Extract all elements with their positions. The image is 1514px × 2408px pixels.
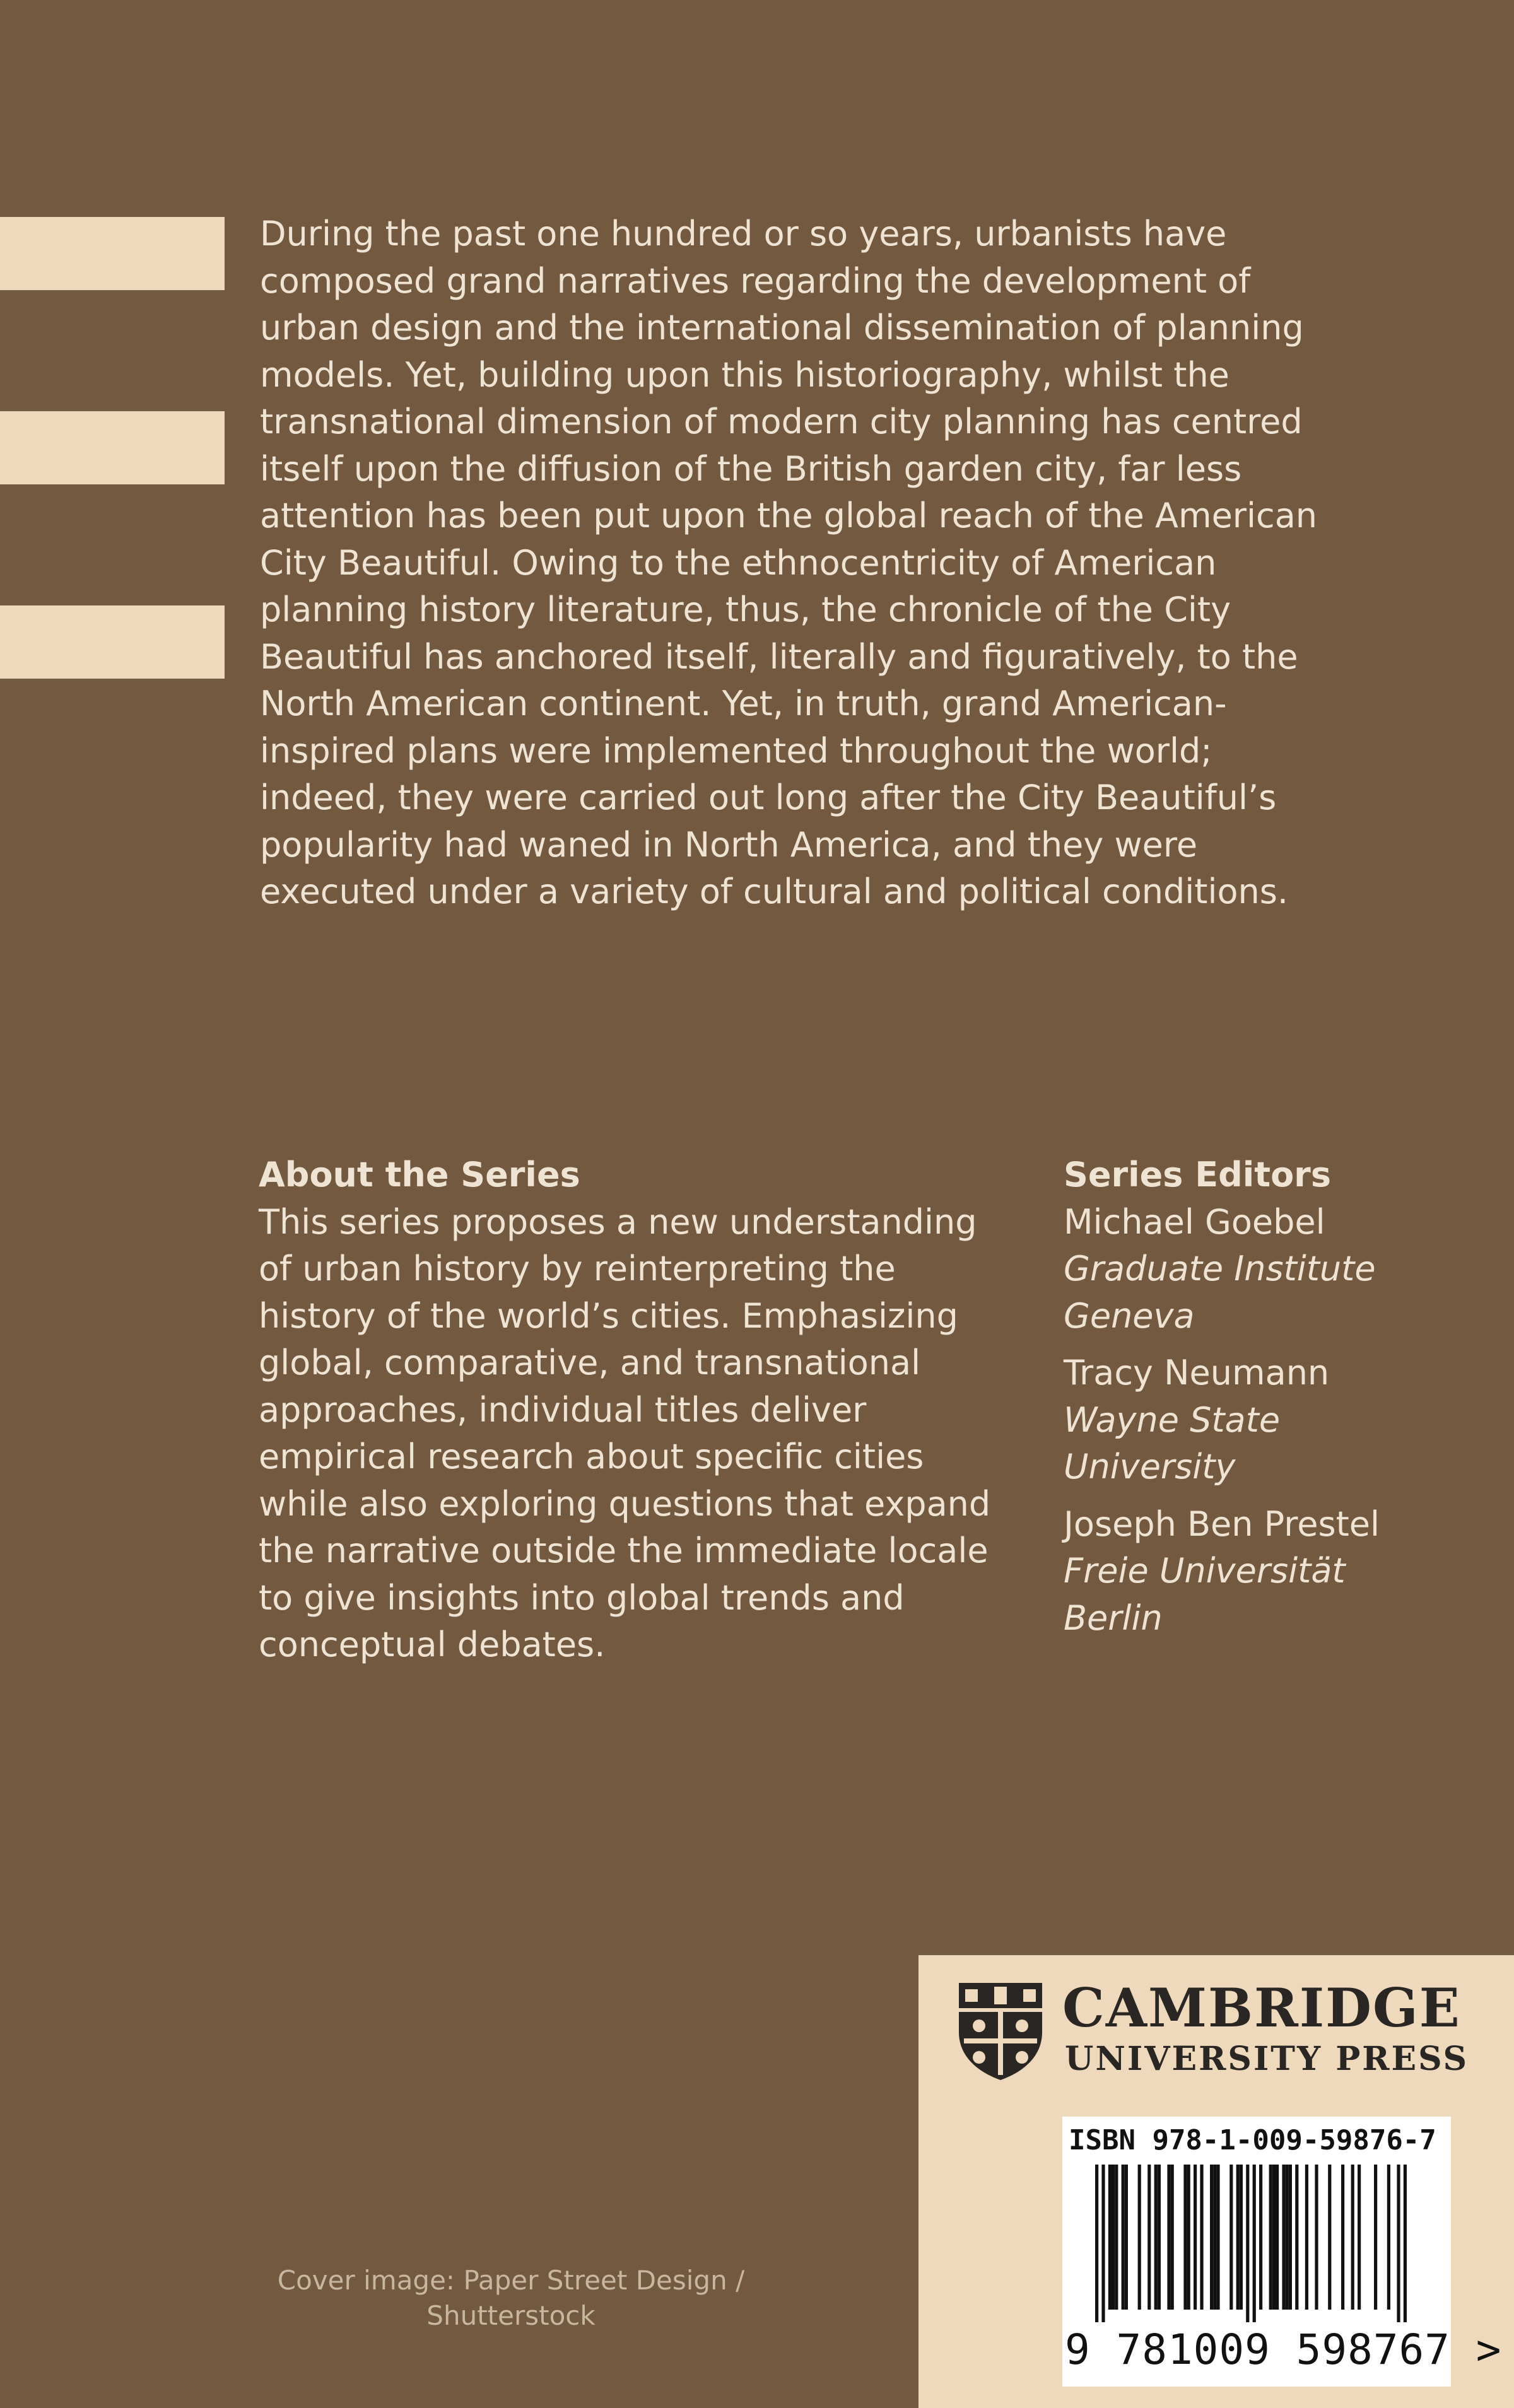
blurb-line: North American continent. Yet, in truth, grand American- (260, 684, 1227, 723)
editor-affiliation-line: Wayne State (1064, 1400, 1281, 1440)
barcode-bar (1404, 2165, 1407, 2322)
barcode-bar (1229, 2165, 1233, 2310)
barcode-bar (1328, 2165, 1331, 2310)
barcode-bar (1101, 2165, 1105, 2322)
barcode-bar (1269, 2165, 1272, 2310)
about-series-line: to give insights into global trends and (259, 1577, 905, 1618)
barcode-bar (1305, 2165, 1308, 2310)
isbn-barcode (1062, 2117, 1502, 2387)
barcode-digits: 9 781009 598767 > (1065, 2325, 1502, 2374)
blurb-line: Beautiful has anchored itself, literally and figuratively, to the (260, 636, 1298, 677)
blurb-line: indeed, they were carried out long after the City Beautiful’s (260, 778, 1277, 817)
blurb-line: popularity had waned in North America, and they were (260, 824, 1198, 865)
barcode-bar (1115, 2165, 1118, 2310)
blurb-line: composed grand narratives regarding the development of (260, 260, 1251, 301)
blurb-line: transnational dimension of modern city planning has centred (260, 402, 1303, 441)
editor-entry (1064, 1501, 1417, 1642)
publisher-name: CAMBRIDGE (1062, 1977, 1461, 2039)
editor-affiliation-line: Graduate Institute (1064, 1249, 1376, 1289)
about-series-heading: About the Series (259, 1155, 580, 1195)
barcode-bar (1397, 2165, 1400, 2322)
barcode-bar (1112, 2165, 1115, 2310)
barcode-bar (1276, 2165, 1279, 2310)
blurb-line: inspired plans were implemented throughout the world; (260, 730, 1212, 771)
barcode-bar (1213, 2165, 1216, 2310)
about-series-line: This series proposes a new understanding (259, 1201, 977, 1242)
barcode-bar (1351, 2165, 1354, 2310)
barcode-bar (1095, 2165, 1098, 2322)
barcode-bar (1200, 2165, 1203, 2310)
barcode-bar (1358, 2165, 1361, 2310)
barcode-bar (1183, 2165, 1187, 2310)
about-series-line: of urban history by reinterpreting the (259, 1249, 896, 1289)
editor-affiliation-line: University (1064, 1447, 1236, 1487)
barcode-bar (1125, 2165, 1128, 2310)
editor-entry (1064, 1350, 1417, 1491)
decor-stripe-1 (0, 217, 225, 290)
barcode-bar (1289, 2165, 1292, 2310)
barcode-bar (1341, 2165, 1344, 2310)
barcode-bar (1246, 2165, 1249, 2322)
barcode-bar (1295, 2165, 1298, 2310)
barcode-bar (1216, 2165, 1219, 2310)
barcode-bar (1286, 2165, 1289, 2310)
decor-stripe-3 (0, 605, 225, 679)
barcode-bar (1210, 2165, 1213, 2310)
credit-line: Shutterstock (426, 2300, 596, 2331)
editor-affiliation-line: Berlin (1064, 1598, 1163, 1638)
barcode-bar (1282, 2165, 1285, 2310)
barcode-bars (1062, 2165, 1451, 2322)
about-series-line: history of the world’s cities. Emphasizing (259, 1295, 958, 1336)
about-series-section (259, 1152, 1035, 1669)
barcode-bar (1259, 2165, 1262, 2310)
barcode-bar (1122, 2165, 1125, 2310)
series-editors-section (1064, 1152, 1417, 1652)
barcode-bar (1138, 2165, 1141, 2310)
isbn-label: ISBN 978-1-009-59876-7 (1069, 2124, 1436, 2156)
barcode-bar (1167, 2165, 1170, 2310)
barcode-bar (1387, 2165, 1390, 2310)
barcode-bar (1187, 2165, 1190, 2310)
barcode-bar (1374, 2165, 1377, 2310)
credit-line: Cover image: Paper Street Design / (277, 2265, 745, 2296)
about-series-line: global, comparative, and transnational (259, 1343, 921, 1382)
blurb-line: models. Yet, building upon this historiography, whilst the (260, 354, 1229, 395)
editor-affiliation (1064, 1548, 1417, 1642)
editor-entry (1064, 1199, 1417, 1340)
series-editors-heading: Series Editors (1064, 1155, 1331, 1195)
barcode-bar (1315, 2165, 1318, 2310)
barcode-bar (1236, 2165, 1240, 2310)
barcode-bar (1154, 2165, 1158, 2310)
blurb-line: attention has been put upon the global reach of the American (260, 496, 1318, 535)
blurb-line: executed under a variety of cultural and political conditions. (260, 872, 1289, 911)
blurb-line: urban design and the international dissemination of planning (260, 308, 1304, 348)
barcode-bar (1272, 2165, 1276, 2310)
publisher-subname: UNIVERSITY PRESS (1065, 2040, 1469, 2078)
editor-name: Tracy Neumann (1064, 1353, 1330, 1393)
cambridge-shield-icon (956, 1980, 1045, 2081)
editor-affiliation-line: Freie Universität (1064, 1551, 1346, 1591)
about-series-line: conceptual debates. (259, 1625, 606, 1664)
blurb-line: During the past one hundred or so years, urbanists have (260, 214, 1227, 254)
about-series-line: empirical research about specific cities (259, 1437, 924, 1476)
barcode-bar (1147, 2165, 1151, 2310)
about-series-line: while also exploring questions that expand (259, 1483, 991, 1524)
barcode-bar (1108, 2165, 1112, 2310)
editor-name: Joseph Ben Prestel (1064, 1504, 1380, 1544)
editor-affiliation (1064, 1397, 1417, 1491)
barcode-bar (1240, 2165, 1243, 2310)
blurb-line: itself upon the diffusion of the British garden city, far less (260, 448, 1242, 489)
barcode-bar (1253, 2165, 1256, 2322)
editor-affiliation-line: Geneva (1064, 1295, 1195, 1336)
barcode-bar (1194, 2165, 1197, 2310)
editor-affiliation (1064, 1246, 1417, 1340)
about-series-line: approaches, individual titles deliver (259, 1389, 867, 1430)
barcode-bar (1158, 2165, 1161, 2310)
book-blurb (260, 211, 1458, 916)
about-series-line: the narrative outside the immediate locale (259, 1531, 989, 1570)
editor-name: Michael Goebel (1064, 1201, 1325, 1242)
decor-stripe-2 (0, 411, 225, 484)
barcode-bar (1171, 2165, 1174, 2310)
publisher-panel (918, 1955, 1514, 2408)
blurb-line: City Beautiful. Owing to the ethnocentricity of American (260, 542, 1217, 583)
cover-image-credit (259, 2263, 763, 2334)
blurb-line: planning history literature, thus, the chronicle of the City (260, 590, 1231, 629)
